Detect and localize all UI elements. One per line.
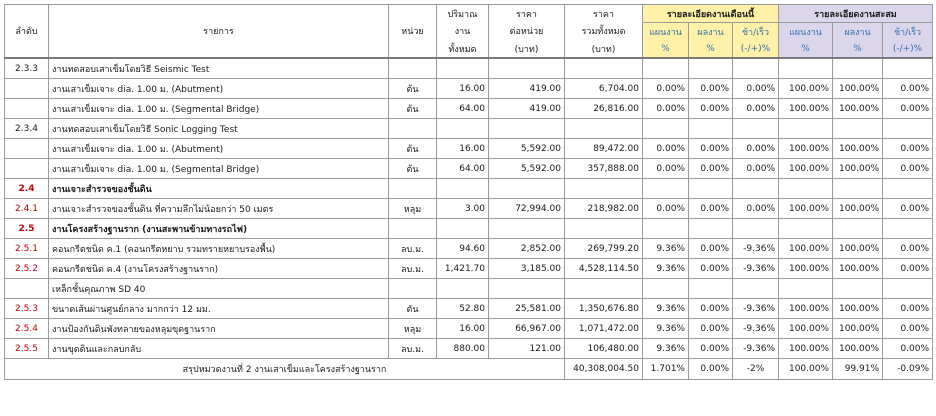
- row-unit: ต้น: [389, 99, 437, 119]
- row-cum-plan: 100.00%: [779, 79, 833, 99]
- header-qty-3: ทั้งหมด: [437, 40, 489, 58]
- row-cum-actual: 100.00%: [833, 239, 883, 259]
- row-quantity: 16.00: [437, 139, 489, 159]
- row-unit-price: [489, 219, 565, 239]
- row-total-price: 26,816.00: [565, 99, 643, 119]
- row-cum-plan: [779, 219, 833, 239]
- header-cumulative-group: รายละเอียดงานสะสม: [779, 5, 933, 23]
- table-row: [5, 58, 933, 79]
- row-month-actual: 0.00%: [689, 99, 733, 119]
- summary-label: สรุปหมวดงานที่ 2 งานเสาเข็มและโครงสร้างฐานราก: [5, 359, 565, 380]
- row-month-diff: [733, 119, 779, 139]
- row-unit-price: [489, 279, 565, 299]
- header-qty-2: งาน: [437, 23, 489, 41]
- table-row: [5, 259, 933, 279]
- header-cum-diff: ช้า/เร็ว: [883, 23, 933, 41]
- row-unit: ต้น: [389, 159, 437, 179]
- row-cum-diff: [883, 119, 933, 139]
- row-month-diff: [733, 219, 779, 239]
- row-cum-actual: 100.00%: [833, 259, 883, 279]
- row-unit-price: 419.00: [489, 79, 565, 99]
- summary-month-actual: 0.00%: [689, 359, 733, 380]
- header-cum-plan-pct: %: [779, 40, 833, 58]
- row-cum-actual: [833, 119, 883, 139]
- row-cum-actual: [833, 279, 883, 299]
- row-month-plan: 0.00%: [643, 79, 689, 99]
- header-unit-price-3: (บาท): [489, 40, 565, 58]
- row-cum-diff: 0.00%: [883, 339, 933, 359]
- table-summary: [5, 359, 933, 380]
- row-cum-actual: 100.00%: [833, 319, 883, 339]
- row-quantity: 64.00: [437, 159, 489, 179]
- row-quantity: 1,421.70: [437, 259, 489, 279]
- row-number: [5, 139, 49, 159]
- row-total-price: [565, 219, 643, 239]
- row-month-diff: -9.36%: [733, 319, 779, 339]
- header-month-actual: ผลงาน: [689, 23, 733, 41]
- row-cum-diff: [883, 279, 933, 299]
- row-month-diff: 0.00%: [733, 79, 779, 99]
- row-item: คอนกรีตชนิด ค.1 (คอนกรีตหยาบ รวมทรายหยาบรองพื้น): [49, 239, 389, 259]
- row-unit: ลบ.ม.: [389, 239, 437, 259]
- header-month-plan: แผนงาน: [643, 23, 689, 41]
- header-cum-actual: ผลงาน: [833, 23, 883, 41]
- row-unit: [389, 179, 437, 199]
- row-cum-actual: [833, 219, 883, 239]
- row-number: 2.3.3: [5, 58, 49, 79]
- row-item: คอนกรีตชนิด ค.4 (งานโครงสร้างฐานราก): [49, 259, 389, 279]
- row-item: งานเสาเข็มเจาะ dia. 1.00 ม. (Abutment): [49, 79, 389, 99]
- row-month-actual: 0.00%: [689, 259, 733, 279]
- summary-total: 40,308,004.50: [565, 359, 643, 380]
- row-number: 2.4.1: [5, 199, 49, 219]
- row-quantity: [437, 279, 489, 299]
- table-row: [5, 299, 933, 319]
- row-cum-actual: 100.00%: [833, 299, 883, 319]
- header-month-actual-pct: %: [689, 40, 733, 58]
- row-unit: ต้น: [389, 79, 437, 99]
- row-month-diff: 0.00%: [733, 199, 779, 219]
- row-unit-price: 3,185.00: [489, 259, 565, 279]
- header-item: รายการ: [49, 23, 389, 41]
- row-month-diff: [733, 179, 779, 199]
- row-cum-actual: 100.00%: [833, 79, 883, 99]
- row-total-price: [565, 119, 643, 139]
- row-unit-price: 5,592.00: [489, 139, 565, 159]
- header-unit-top: [389, 5, 437, 23]
- table-row: [5, 219, 933, 239]
- table-row: [5, 99, 933, 119]
- header-month-diff: ช้า/เร็ว: [733, 23, 779, 41]
- row-cum-actual: 100.00%: [833, 139, 883, 159]
- row-item: ขนาดเส้นผ่านศูนย์กลาง มากกว่า 12 มม.: [49, 299, 389, 319]
- row-quantity: 16.00: [437, 319, 489, 339]
- row-month-actual: 0.00%: [689, 319, 733, 339]
- row-quantity: 64.00: [437, 99, 489, 119]
- row-month-plan: 9.36%: [643, 239, 689, 259]
- row-quantity: [437, 119, 489, 139]
- row-item: งานป้องกันดินพังทลายของหลุมขุดฐานราก: [49, 319, 389, 339]
- row-number: [5, 159, 49, 179]
- table-row: [5, 179, 933, 199]
- row-cum-actual: 100.00%: [833, 159, 883, 179]
- row-cum-plan: 100.00%: [779, 319, 833, 339]
- row-number: 2.5.2: [5, 259, 49, 279]
- row-cum-plan: 100.00%: [779, 339, 833, 359]
- row-cum-actual: [833, 179, 883, 199]
- row-month-plan: 9.36%: [643, 259, 689, 279]
- row-month-plan: 0.00%: [643, 199, 689, 219]
- header-no: ลำดับ: [5, 23, 49, 41]
- row-unit-price: [489, 119, 565, 139]
- header-cum-diff-pct: (-/+)%: [883, 40, 933, 58]
- row-month-actual: [689, 279, 733, 299]
- header-total-price-3: (บาท): [565, 40, 643, 58]
- row-unit-price: 419.00: [489, 99, 565, 119]
- header-total-price-1: ราคา: [565, 5, 643, 23]
- row-item: งานเสาเข็มเจาะ dia. 1.00 ม. (Abutment): [49, 139, 389, 159]
- row-unit-price: 5,592.00: [489, 159, 565, 179]
- header-unit-price-1: ราคา: [489, 5, 565, 23]
- row-cum-actual: 100.00%: [833, 339, 883, 359]
- row-total-price: 89,472.00: [565, 139, 643, 159]
- header-unit-bottom: [389, 40, 437, 58]
- row-unit-price: 72,994.00: [489, 199, 565, 219]
- row-number: 2.3.4: [5, 119, 49, 139]
- row-month-actual: 0.00%: [689, 139, 733, 159]
- row-cum-plan: 100.00%: [779, 199, 833, 219]
- row-cum-plan: 100.00%: [779, 99, 833, 119]
- row-month-actual: 0.00%: [689, 159, 733, 179]
- row-number: 2.4: [5, 179, 49, 199]
- row-month-plan: [643, 119, 689, 139]
- row-month-diff: -9.36%: [733, 259, 779, 279]
- row-quantity: 52.80: [437, 299, 489, 319]
- row-cum-plan: 100.00%: [779, 239, 833, 259]
- row-cum-diff: 0.00%: [883, 79, 933, 99]
- row-unit: [389, 279, 437, 299]
- row-month-plan: 0.00%: [643, 139, 689, 159]
- row-unit: ลบ.ม.: [389, 339, 437, 359]
- row-cum-actual: [833, 58, 883, 79]
- header-unit-price-2: ต่อหน่วย: [489, 23, 565, 41]
- summary-cum-diff: -0.09%: [883, 359, 933, 380]
- table-row: [5, 279, 933, 299]
- row-month-actual: 0.00%: [689, 339, 733, 359]
- row-unit: หลุม: [389, 199, 437, 219]
- row-quantity: 16.00: [437, 79, 489, 99]
- header-item-top: [49, 5, 389, 23]
- table-row: [5, 159, 933, 179]
- row-cum-diff: 0.00%: [883, 299, 933, 319]
- row-cum-plan: [779, 58, 833, 79]
- row-total-price: 1,071,472.00: [565, 319, 643, 339]
- row-number: 2.5.1: [5, 239, 49, 259]
- row-total-price: 6,704.00: [565, 79, 643, 99]
- summary-cum-actual: 99.91%: [833, 359, 883, 380]
- row-month-plan: 9.36%: [643, 319, 689, 339]
- row-unit: ต้น: [389, 139, 437, 159]
- row-month-actual: [689, 179, 733, 199]
- row-unit: ตัน: [389, 299, 437, 319]
- header-month-group: รายละเอียดงานเดือนนี้: [643, 5, 779, 23]
- row-total-price: 357,888.00: [565, 159, 643, 179]
- row-unit: [389, 219, 437, 239]
- table-body: [5, 58, 933, 359]
- row-month-diff: 0.00%: [733, 99, 779, 119]
- row-cum-diff: 0.00%: [883, 159, 933, 179]
- header-unit: หน่วย: [389, 23, 437, 41]
- table-row: [5, 239, 933, 259]
- row-month-plan: [643, 179, 689, 199]
- header-cum-plan: แผนงาน: [779, 23, 833, 41]
- row-unit-price: [489, 179, 565, 199]
- row-number: [5, 279, 49, 299]
- row-total-price: [565, 279, 643, 299]
- row-month-diff: 0.00%: [733, 159, 779, 179]
- row-unit: หลุม: [389, 319, 437, 339]
- row-total-price: 269,799.20: [565, 239, 643, 259]
- row-month-plan: [643, 58, 689, 79]
- row-cum-actual: 100.00%: [833, 99, 883, 119]
- header-qty-1: ปริมาณ: [437, 5, 489, 23]
- row-cum-diff: 0.00%: [883, 199, 933, 219]
- row-month-diff: 0.00%: [733, 139, 779, 159]
- row-total-price: 218,982.00: [565, 199, 643, 219]
- row-number: 2.5.5: [5, 339, 49, 359]
- table-row: [5, 139, 933, 159]
- row-total-price: 4,528,114.50: [565, 259, 643, 279]
- row-month-plan: [643, 279, 689, 299]
- row-month-diff: -9.36%: [733, 239, 779, 259]
- row-cum-plan: [779, 279, 833, 299]
- row-total-price: 106,480.00: [565, 339, 643, 359]
- row-item: งานทดสอบเสาเข็มโดยวิธี Sonic Logging Test: [49, 119, 389, 139]
- row-month-plan: 0.00%: [643, 99, 689, 119]
- summary-month-diff: -2%: [733, 359, 779, 380]
- row-unit: [389, 58, 437, 79]
- row-total-price: [565, 179, 643, 199]
- row-month-diff: [733, 279, 779, 299]
- row-unit-price: 66,967.00: [489, 319, 565, 339]
- row-quantity: [437, 219, 489, 239]
- header-total-price-2: รวมทั้งหมด: [565, 23, 643, 41]
- row-cum-plan: 100.00%: [779, 299, 833, 319]
- row-item: งานเสาเข็มเจาะ dia. 1.00 ม. (Segmental Bridge): [49, 99, 389, 119]
- row-quantity: 94.60: [437, 239, 489, 259]
- row-unit-price: 2,852.00: [489, 239, 565, 259]
- row-cum-plan: 100.00%: [779, 259, 833, 279]
- row-number: [5, 79, 49, 99]
- row-quantity: [437, 179, 489, 199]
- row-number: 2.5.3: [5, 299, 49, 319]
- row-month-actual: 0.00%: [689, 239, 733, 259]
- row-item: งานเสาเข็มเจาะ dia. 1.00 ม. (Segmental Bridge): [49, 159, 389, 179]
- row-unit: [389, 119, 437, 139]
- row-unit: ลบ.ม.: [389, 259, 437, 279]
- header-no-bottom: [5, 40, 49, 58]
- table-row: [5, 319, 933, 339]
- row-month-diff: [733, 58, 779, 79]
- row-item: งานทดสอบเสาเข็มโดยวิธี Seismic Test: [49, 58, 389, 79]
- row-cum-diff: 0.00%: [883, 259, 933, 279]
- row-cum-plan: 100.00%: [779, 159, 833, 179]
- row-month-plan: 9.36%: [643, 339, 689, 359]
- row-month-actual: 0.00%: [689, 299, 733, 319]
- row-cum-actual: 100.00%: [833, 199, 883, 219]
- row-item: งานโครงสร้างฐานราก (งานสะพานข้ามทางรถไฟ): [49, 219, 389, 239]
- row-cum-plan: [779, 179, 833, 199]
- row-cum-diff: 0.00%: [883, 99, 933, 119]
- row-item: เหล็กชั้นคุณภาพ SD 40: [49, 279, 389, 299]
- row-unit-price: 121.00: [489, 339, 565, 359]
- row-cum-diff: 0.00%: [883, 239, 933, 259]
- row-total-price: 1,350,676.80: [565, 299, 643, 319]
- row-number: [5, 99, 49, 119]
- row-total-price: [565, 58, 643, 79]
- row-month-actual: [689, 58, 733, 79]
- work-progress-table: [4, 4, 933, 380]
- header-month-diff-pct: (-/+)%: [733, 40, 779, 58]
- summary-cum-plan: 100.00%: [779, 359, 833, 380]
- table-row: [5, 199, 933, 219]
- row-month-plan: 9.36%: [643, 299, 689, 319]
- header-item-bottom: [49, 40, 389, 58]
- summary-row: [5, 359, 933, 380]
- row-item: งานเจาะสำรวจของชั้นดิน ที่ความลึกไม่น้อยกว่า 50 เมตร: [49, 199, 389, 219]
- row-month-actual: [689, 219, 733, 239]
- row-cum-diff: [883, 58, 933, 79]
- row-quantity: [437, 58, 489, 79]
- row-month-diff: -9.36%: [733, 299, 779, 319]
- row-item: งานขุดดินและกลบกลับ: [49, 339, 389, 359]
- row-month-plan: [643, 219, 689, 239]
- row-month-actual: 0.00%: [689, 199, 733, 219]
- row-month-actual: [689, 119, 733, 139]
- row-unit-price: 25,581.00: [489, 299, 565, 319]
- row-number: 2.5.4: [5, 319, 49, 339]
- row-quantity: 880.00: [437, 339, 489, 359]
- row-cum-plan: 100.00%: [779, 139, 833, 159]
- header-no-top: [5, 5, 49, 23]
- row-cum-diff: 0.00%: [883, 139, 933, 159]
- header-cum-actual-pct: %: [833, 40, 883, 58]
- row-month-actual: 0.00%: [689, 79, 733, 99]
- row-cum-diff: [883, 179, 933, 199]
- row-cum-diff: 0.00%: [883, 319, 933, 339]
- table-row: [5, 119, 933, 139]
- table-row: [5, 339, 933, 359]
- row-month-diff: -9.36%: [733, 339, 779, 359]
- row-quantity: 3.00: [437, 199, 489, 219]
- row-item: งานเจาะสำรวจของชั้นดิน: [49, 179, 389, 199]
- row-month-plan: 0.00%: [643, 159, 689, 179]
- table-header: [5, 5, 933, 59]
- header-month-plan-pct: %: [643, 40, 689, 58]
- summary-month-plan: 1.701%: [643, 359, 689, 380]
- row-number: 2.5: [5, 219, 49, 239]
- table-row: [5, 79, 933, 99]
- row-cum-diff: [883, 219, 933, 239]
- row-cum-plan: [779, 119, 833, 139]
- row-unit-price: [489, 58, 565, 79]
